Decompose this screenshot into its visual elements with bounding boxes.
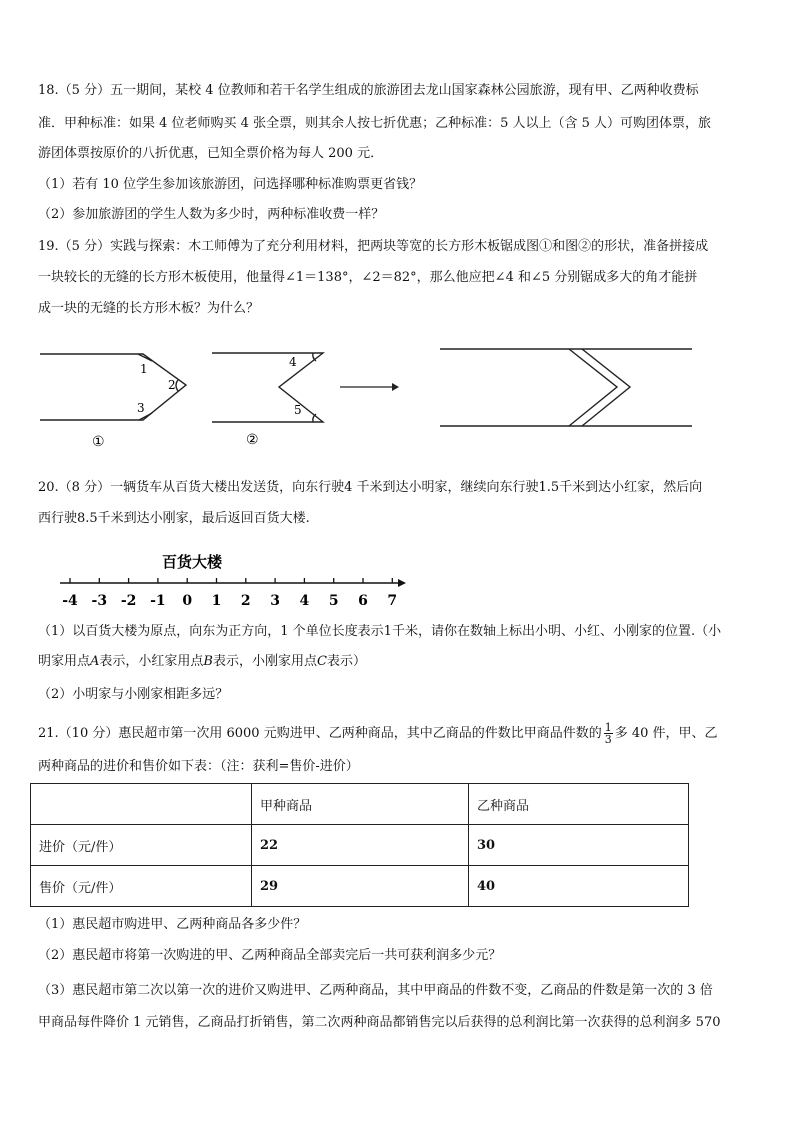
q18-line-3: 游团体票按原价的八折优惠，已知全票价格为每人 200 元． [38,146,384,161]
q21-sub-1: （1）惠民超市购进甲、乙两种商品各多少件？ [38,917,307,932]
fraction-numerator: 1 [604,721,612,734]
joined-board [440,349,692,426]
text-span: 表示，小刚家用点 [212,654,317,669]
table-header-cell [31,784,252,825]
table-cell: 22 [252,825,469,866]
table-cell: 售价（元/件） [31,866,252,907]
arrow-right [340,383,399,391]
table-cell: 29 [252,866,469,907]
table-cell: 30 [469,825,689,866]
table-cell: 40 [469,866,689,907]
point-a-label: A [90,654,100,669]
table-header-cell: 乙种商品 [469,784,689,825]
number-line-tick-label: 5 [328,593,339,609]
table-header-cell: 甲种商品 [252,784,469,825]
angle-3-label: 3 [137,401,145,415]
fraction-denominator: 3 [604,733,612,746]
figure-1-caption: ① [92,434,105,450]
q19-figures [0,340,794,460]
angle-4-label: 4 [289,355,297,369]
number-line-tick-label: 1 [211,593,222,609]
q21-sub-2: （2）惠民超市将第一次购进的甲、乙两种商品全部卖完后一共可获利润多少元？ [38,948,502,963]
q20-sub-1-line-2 [38,652,366,672]
figure-2-caption: ② [246,432,259,448]
q18-sub-1: （1）若有 10 位学生参加该旅游团，问选择哪种标准购票更省钱？ [38,177,423,192]
price-table [30,783,689,907]
angle-2-label: 2 [168,378,176,392]
q20-line-1: 20.（8 分）一辆货车从百货大楼出发送货，向东行驶4 千米到达小明家，继续向东行驶1.5千米到达小红家，然后向 [38,480,703,495]
number-line-tick-label: 2 [240,593,251,609]
number-line-tick-label: -1 [150,593,166,609]
number-line-title: 百货大楼 [162,553,223,571]
q19-line-1: 19.（5 分）实践与探索：木工师傅为了充分利用材料，把两块等宽的长方形木板锯成图①和图②的形状，准备拼接成 [38,239,709,254]
q20-sub-1-line-1: （1）以百货大楼为原点，向东为正方向，1 个单位长度表示1千米，请你在数轴上标出小明、小红、小刚家的位置.（小 [38,624,722,639]
angle-5-label: 5 [294,403,302,417]
figure-1 [40,354,186,420]
q21-line-1 [38,722,718,745]
text-span: 21.（10 分）惠民超市第一次用 6000 元购进甲、乙两种商品，其中乙商品的件数比甲商品件数的 [38,726,602,741]
angle-1-label: 1 [140,362,148,376]
table-row [31,825,689,866]
table-row [31,866,689,907]
number-line-tick-label: -4 [62,593,78,609]
point-b-label: B [203,654,213,669]
q21-sub-3-line-2: 甲商品每件降价 1 元销售，乙商品打折销售，第二次两种商品都销售完以后获得的总利润比第一次获得的总利润多 570 [38,1015,721,1030]
q21-sub-3-line-1: （3）惠民超市第二次以第一次的进价又购进甲、乙两种商品，其中甲商品的件数不变，乙商品的件数是第一次的 3 倍 [38,983,713,998]
text-span: 表示，小红家用点 [99,654,204,669]
q20-sub-2: （2）小明家与小刚家相距多远？ [38,687,229,702]
number-line-tick-label: 0 [182,593,193,609]
q19-line-3: 成一块的无缝的长方形木板？为什么？ [38,301,260,316]
number-line-arrowhead [398,579,406,587]
text-span: 明家用点 [38,654,91,669]
q20-line-2: 西行驶8.5千米到达小刚家，最后返回百货大楼. [38,511,310,526]
table-cell: 进价（元/件） [31,825,252,866]
fraction-one-third [604,722,613,745]
number-line [0,545,794,615]
text-span: 多 40 件，甲、乙 [614,726,718,741]
number-line-tick-label: -3 [91,593,108,609]
q18-line-2: 准．甲种标准：如果 4 位老师购买 4 张全票，则其余人按七折优惠；乙种标准：5 人以上（含 5 人）可购团体票，旅 [38,116,712,131]
text-span: 表示） [326,654,366,669]
table-header-row [31,784,689,825]
number-line-tick-label: 4 [299,593,310,609]
q18-sub-2: （2）参加旅游团的学生人数为多少时，两种标准收费一样？ [38,207,385,222]
point-c-label: C [317,654,327,669]
q21-line-2: 两种商品的进价和售价如下表：（注：获利=售价-进价） [38,759,359,774]
q18-line-1: 18.（5 分）五一期间，某校 4 位教师和若干名学生组成的旅游团去龙山国家森林公园旅游，现有甲、乙两种收费标 [38,83,699,98]
figure-2 [212,353,323,422]
number-line-tick-label: 6 [358,593,368,609]
number-line-tick-label: 3 [270,593,280,609]
number-line-tick-label: -2 [120,593,137,609]
number-line-tick-label: 7 [387,593,398,609]
q19-line-2: 一块较长的无缝的长方形木板使用，他量得∠1＝138°，∠2＝82°，那么他应把∠4 和∠5 分别锯成多大的角才能拼 [38,270,698,285]
